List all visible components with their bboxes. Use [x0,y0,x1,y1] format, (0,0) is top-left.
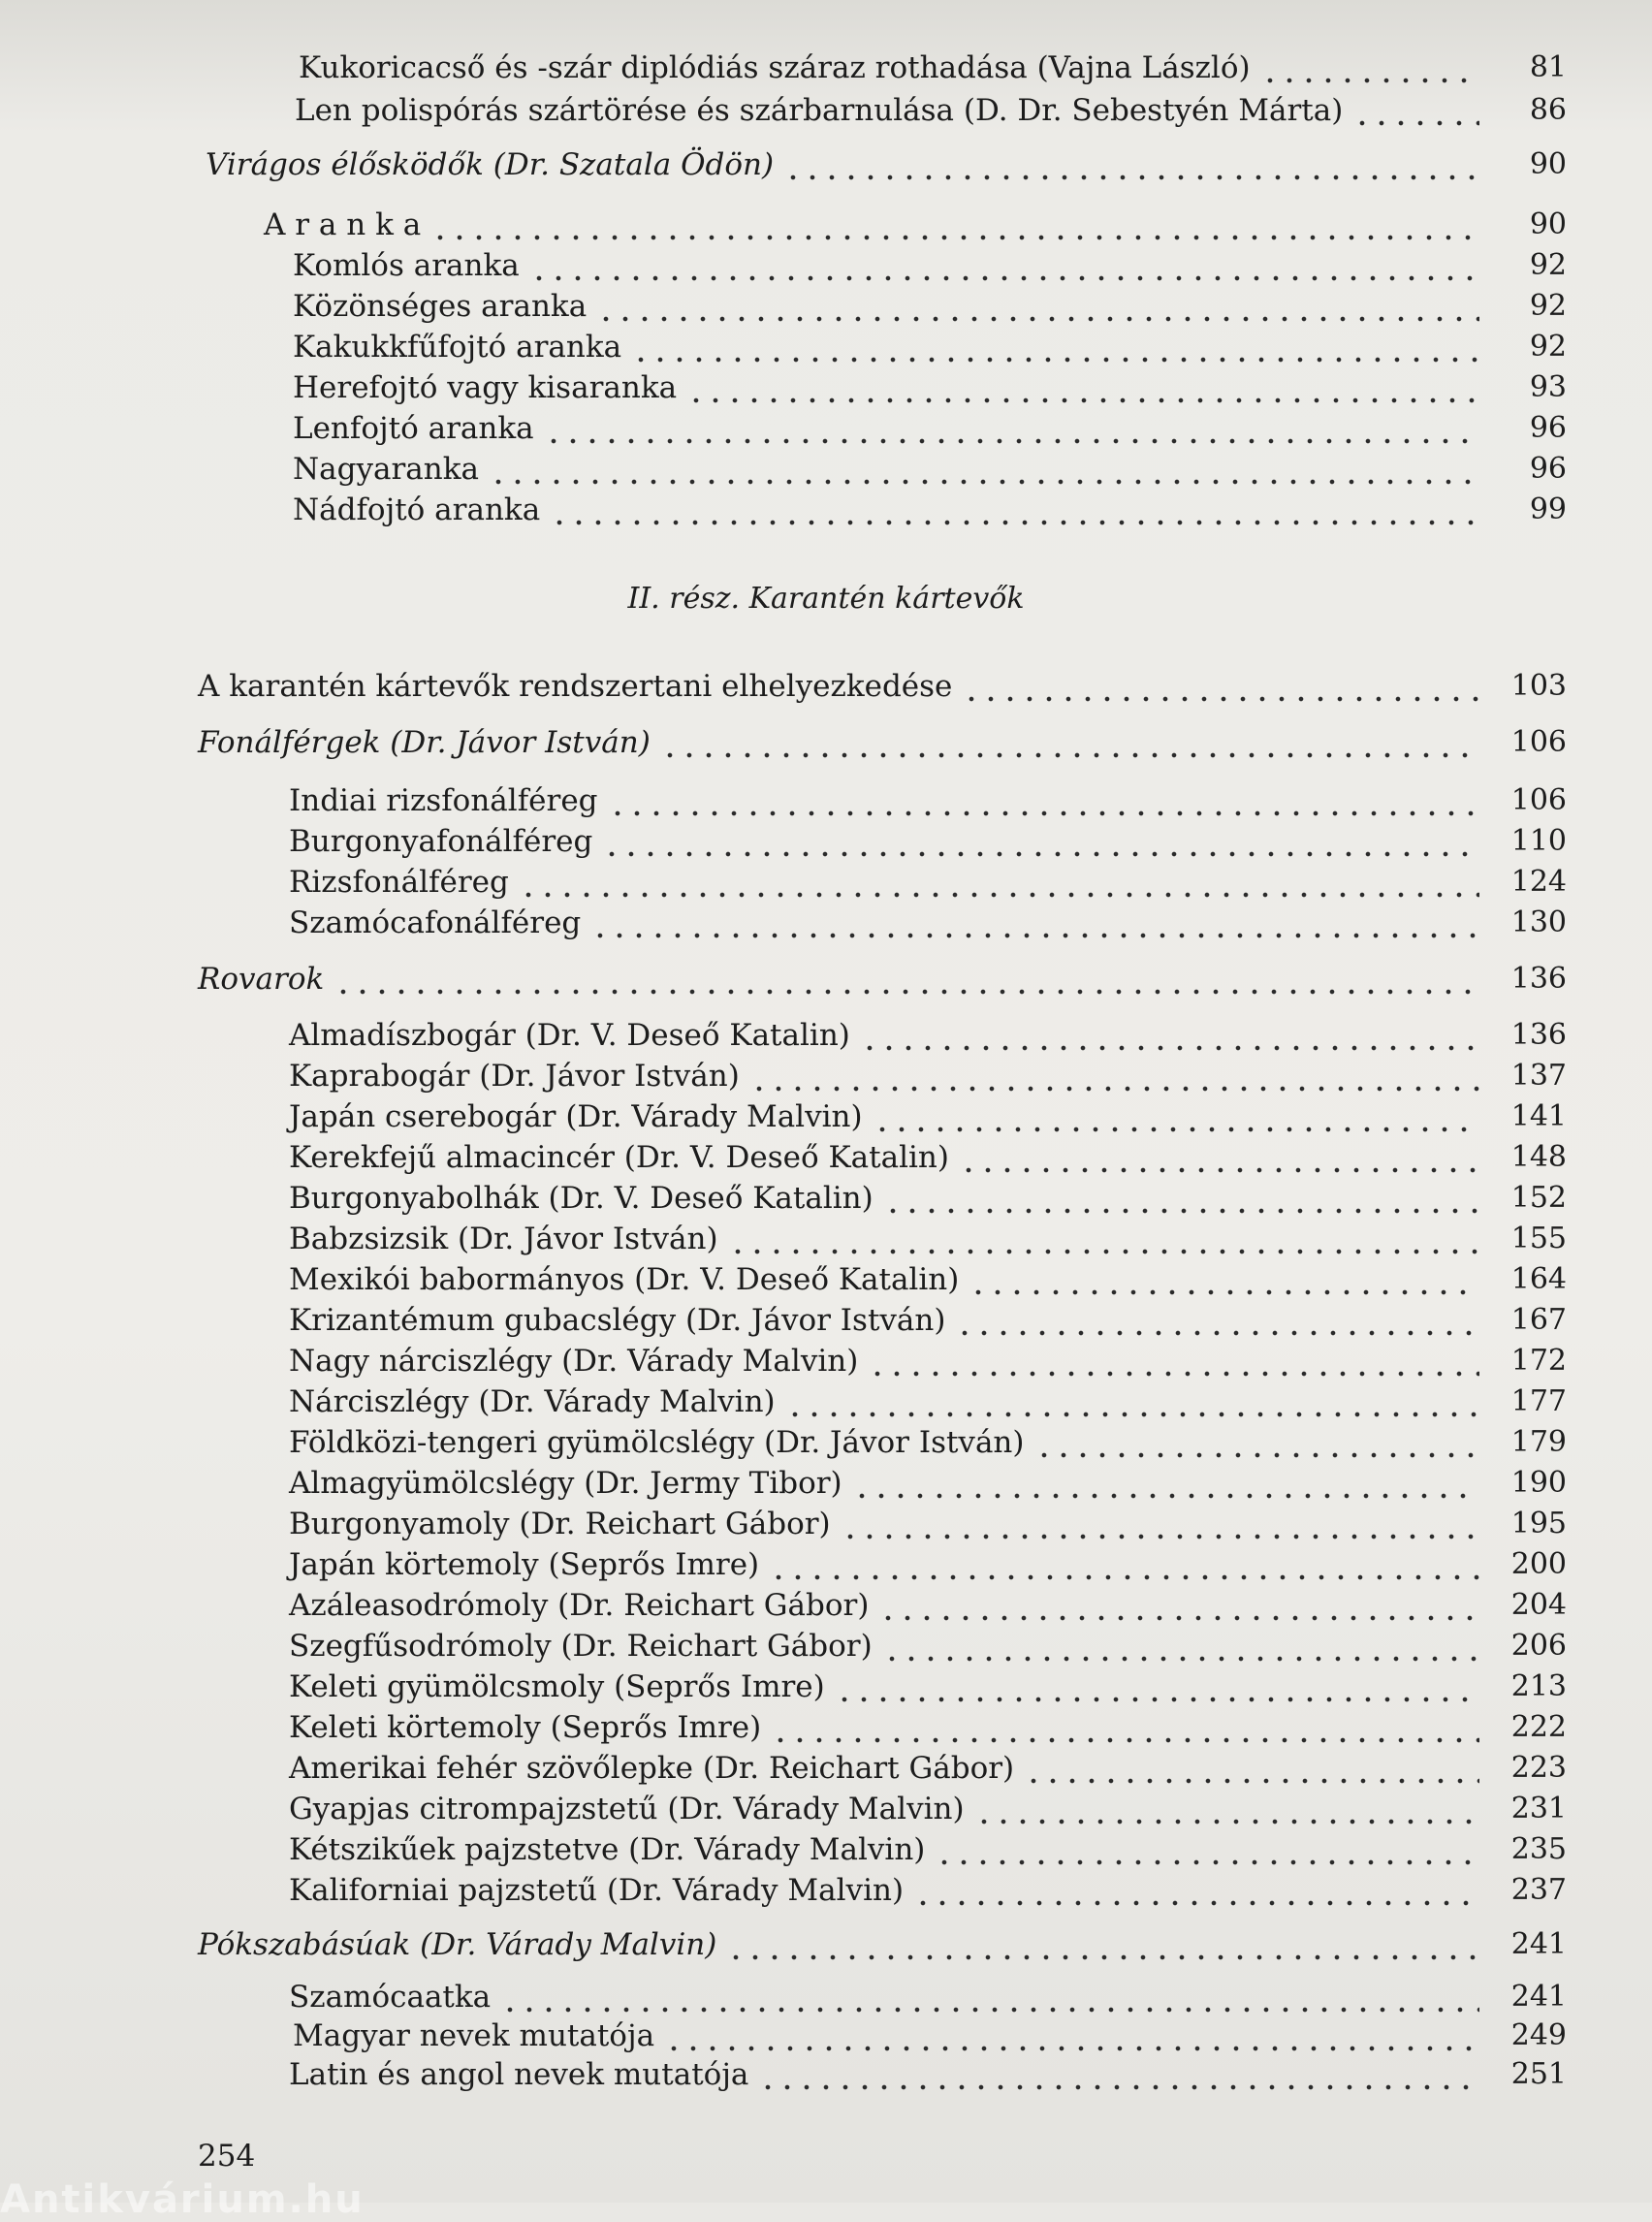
toc-title: Szamócaatka [289,1980,492,2015]
toc-title: Burgonyamoly (Dr. Reichart Gábor) [289,1507,831,1541]
toc-entry [289,1381,1567,1423]
toc-leader [959,1136,1479,1179]
toc-page: 110 [1510,824,1567,858]
toc-title: Kétszikűek pajzstetve (Dr. Várady Malvin) [289,1832,926,1867]
toc-title: Babzsizsik (Dr. Jávor István) [289,1222,718,1256]
toc-leader [962,665,1479,708]
toc-title: Herefojtó vagy kisaranka [293,370,678,405]
toc-leader [758,2053,1479,2096]
toc-title: Nárciszlégy (Dr. Várady Malvin) [289,1384,776,1419]
toc-title: Fonálférgek (Dr. Jávor István) [198,725,651,760]
toc-leader [686,366,1479,409]
toc-page: 103 [1510,669,1567,703]
toc-leader [882,1625,1479,1667]
toc-title: Lenfojtó aranka [293,411,534,446]
toc-leader [430,204,1479,246]
toc-leader [602,820,1479,863]
toc-page: 86 [1529,93,1567,127]
toc-page: 204 [1510,1588,1567,1622]
toc-title: Rovarok [198,962,325,997]
toc-page: 206 [1510,1629,1567,1663]
toc-page: 249 [1510,2018,1567,2052]
toc-entry [293,407,1567,450]
toc-entry [289,861,1567,904]
toc-page: 200 [1510,1547,1567,1581]
toc-title: A r a n k a [264,207,422,242]
toc-entry [293,2015,1567,2057]
toc-page: 90 [1529,147,1567,181]
toc-page: 152 [1510,1181,1567,1215]
toc-title: Japán körtemoly (Seprős Imre) [289,1547,760,1582]
toc-entry [289,1462,1567,1505]
toc-title: Burgonyafonálféreg [289,824,593,859]
toc-entry [289,1788,1567,1830]
toc-leader [913,1869,1479,1912]
toc-entry [289,1218,1567,1260]
toc-page: 223 [1510,1751,1567,1785]
toc-entry [299,47,1567,89]
toc-leader [1260,47,1479,89]
toc-entry [289,1095,1567,1138]
toc-leader [660,721,1479,764]
toc-leader [974,1788,1479,1830]
toc-title: Kakukkfűfojtó aranka [293,330,622,365]
toc-page: 195 [1510,1507,1567,1540]
toc-entry [289,1543,1567,1586]
toc-page: 136 [1510,962,1567,996]
toc-page: 237 [1510,1873,1567,1907]
toc-page: 81 [1529,50,1567,84]
toc-leader [500,1976,1479,2018]
toc-page: 241 [1510,1927,1567,1961]
toc-leader [860,1014,1479,1057]
toc-page: 222 [1510,1710,1567,1744]
toc-leader [868,1340,1479,1382]
toc-entry [289,1869,1567,1912]
toc-leader [835,1666,1479,1708]
toc-title: Virágos élősködők (Dr. Szatala Ödön) [206,147,775,182]
toc-title: Szamócafonálféreg [289,905,582,940]
toc-page: 130 [1510,905,1567,939]
toc-page: 241 [1510,1980,1567,2014]
toc-leader [550,489,1479,531]
toc-page: 99 [1529,492,1567,526]
toc-entry [289,1177,1567,1220]
toc-entry [289,1014,1567,1057]
toc-section-entry [198,1923,1567,1966]
toc-page: 177 [1510,1384,1567,1418]
toc-page: 179 [1510,1425,1567,1459]
toc-page: 96 [1529,452,1567,486]
toc-title: Pókszabásúak (Dr. Várady Malvin) [198,1927,717,1962]
toc-title: Almagyümölcslégy (Dr. Jermy Tibor) [289,1466,842,1501]
toc-leader [883,1177,1479,1220]
toc-leader [596,285,1479,328]
toc-leader [1034,1421,1480,1464]
toc-page: 90 [1529,207,1567,241]
toc-entry [289,1828,1567,1871]
toc-title: Mexikói babormányos (Dr. V. Deseő Katalin) [289,1262,960,1297]
toc-title: Magyar nevek mutatója [293,2018,655,2053]
toc-leader [590,902,1479,944]
toc-leader [878,1584,1479,1627]
toc-entry [289,779,1567,822]
toc-title: Amerikai fehér szövőlepke (Dr. Reichart Gábor) [289,1751,1015,1786]
toc-page: 106 [1510,783,1567,817]
toc-entry [289,1666,1567,1708]
toc-page: 92 [1529,289,1567,323]
toc-title: Japán cserebogár (Dr. Várady Malvin) [289,1099,863,1134]
toc-title: Burgonyabolhák (Dr. V. Deseő Katalin) [289,1181,874,1216]
toc-entry [289,1747,1567,1790]
toc-leader [1352,89,1479,132]
toc-page: 92 [1529,248,1567,282]
toc-entry [289,1625,1567,1667]
toc-page: 235 [1510,1832,1567,1866]
toc-leader [489,448,1479,491]
toc-title: Nagy nárciszlégy (Dr. Várady Malvin) [289,1344,859,1379]
toc-entry [293,448,1567,491]
toc-title: Azáleasodrómoly (Dr. Reichart Gábor) [289,1588,870,1623]
toc-leader [608,779,1479,822]
toc-entry [289,1258,1567,1301]
toc-leader [785,1381,1479,1423]
toc-entry [293,326,1567,368]
toc-page: 136 [1510,1018,1567,1052]
toc-title: Indiai rizsfonálféreg [289,783,598,818]
toc-title: Krizantémum gubacslégy (Dr. Jávor István) [289,1303,946,1338]
toc-title: Szegfűsodrómoly (Dr. Reichart Gábor) [289,1629,873,1664]
toc-section-entry [198,721,1567,764]
toc-leader [544,407,1479,450]
toc-leader [955,1299,1479,1342]
toc-leader [969,1258,1479,1301]
toc-entry [295,89,1567,132]
toc-leader [749,1055,1479,1097]
toc-title: Len polispórás szártörése és szárbarnulása (D. Dr. Sebestyén Márta) [295,93,1344,128]
toc-title: Kaprabogár (Dr. Jávor István) [289,1059,740,1094]
toc-entry [289,1706,1567,1749]
toc-leader [771,1706,1479,1749]
toc-page: 213 [1510,1669,1567,1703]
toc-title: Kaliforniai pajzstetű (Dr. Várady Malvin) [289,1873,905,1908]
toc-title: Kerekfejű almacincér (Dr. V. Deseő Katalin) [289,1140,949,1175]
watermark: Antikvárium.hu [0,2177,365,2222]
toc-page: 141 [1510,1099,1567,1133]
toc-entry [198,665,1567,708]
toc-page: 164 [1510,1262,1567,1296]
toc-section-entry [206,143,1567,186]
toc-entry [264,204,1567,246]
toc-page: 167 [1510,1303,1567,1337]
toc-leader [1024,1747,1479,1790]
toc-leader [631,326,1479,368]
toc-page: 155 [1510,1222,1567,1255]
toc-entry [289,2053,1567,2096]
toc-title: A karantén kártevők rendszertani elhelyezkedése [198,669,953,704]
toc-title: Rizsfonálféreg [289,865,509,900]
toc-entry [293,366,1567,409]
toc-leader [664,2015,1479,2057]
toc-entry [293,244,1567,287]
toc-entry [289,1503,1567,1545]
toc-title: Nagyaranka [293,452,479,487]
toc-entry [289,1421,1567,1464]
toc-page: 231 [1510,1792,1567,1825]
toc-page: 92 [1529,330,1567,364]
toc-leader [728,1218,1479,1260]
toc-section-entry [198,958,1567,1000]
toc-leader [334,958,1479,1000]
toc-title: Gyapjas citrompajzstetű (Dr. Várady Malvin) [289,1792,965,1826]
toc-entry [293,489,1567,531]
toc-title: Almadíszbogár (Dr. V. Deseő Katalin) [289,1018,850,1053]
toc-title: Földközi-tengeri gyümölcslégy (Dr. Jávor István) [289,1425,1025,1460]
toc-page: 106 [1510,725,1567,759]
toc-leader [529,244,1479,287]
toc-title: Keleti körtemoly (Seprős Imre) [289,1710,762,1745]
toc-entry [289,820,1567,863]
toc-entry [289,1136,1567,1179]
toc-leader [519,861,1479,904]
toc-entry [289,1584,1567,1627]
toc-page: 172 [1510,1344,1567,1378]
toc-entry [289,1976,1567,2018]
page-number: 254 [198,2139,256,2174]
toc-page: 190 [1510,1466,1567,1500]
toc-page: 93 [1529,370,1567,404]
toc-title: Keleti gyümölcsmoly (Seprős Imre) [289,1669,825,1704]
toc-title: Közönséges aranka [293,289,588,324]
toc-title: Komlós aranka [293,248,520,283]
toc-entry [289,1340,1567,1382]
toc-leader [769,1543,1479,1586]
toc-leader [852,1462,1479,1505]
toc-entry [293,285,1567,328]
toc-leader [935,1828,1479,1871]
toc-leader [726,1923,1479,1966]
toc-leader [783,143,1479,186]
toc-page: 251 [1510,2057,1567,2091]
toc-page: 137 [1510,1059,1567,1093]
toc-leader [873,1095,1479,1138]
toc-page: 124 [1510,865,1567,899]
toc-leader [841,1503,1479,1545]
toc-page: 148 [1510,1140,1567,1174]
toc-entry [289,1299,1567,1342]
toc-page: 96 [1529,411,1567,445]
toc-title: Kukoricacső és -szár diplódiás száraz rothadása (Vajna László) [299,50,1251,85]
toc-title: Latin és angol nevek mutatója [289,2057,749,2092]
toc-entry [289,902,1567,944]
toc-entry [289,1055,1567,1097]
toc-title: Nádfojtó aranka [293,492,541,527]
part-heading: II. rész. Karantén kártevők [627,582,1025,616]
